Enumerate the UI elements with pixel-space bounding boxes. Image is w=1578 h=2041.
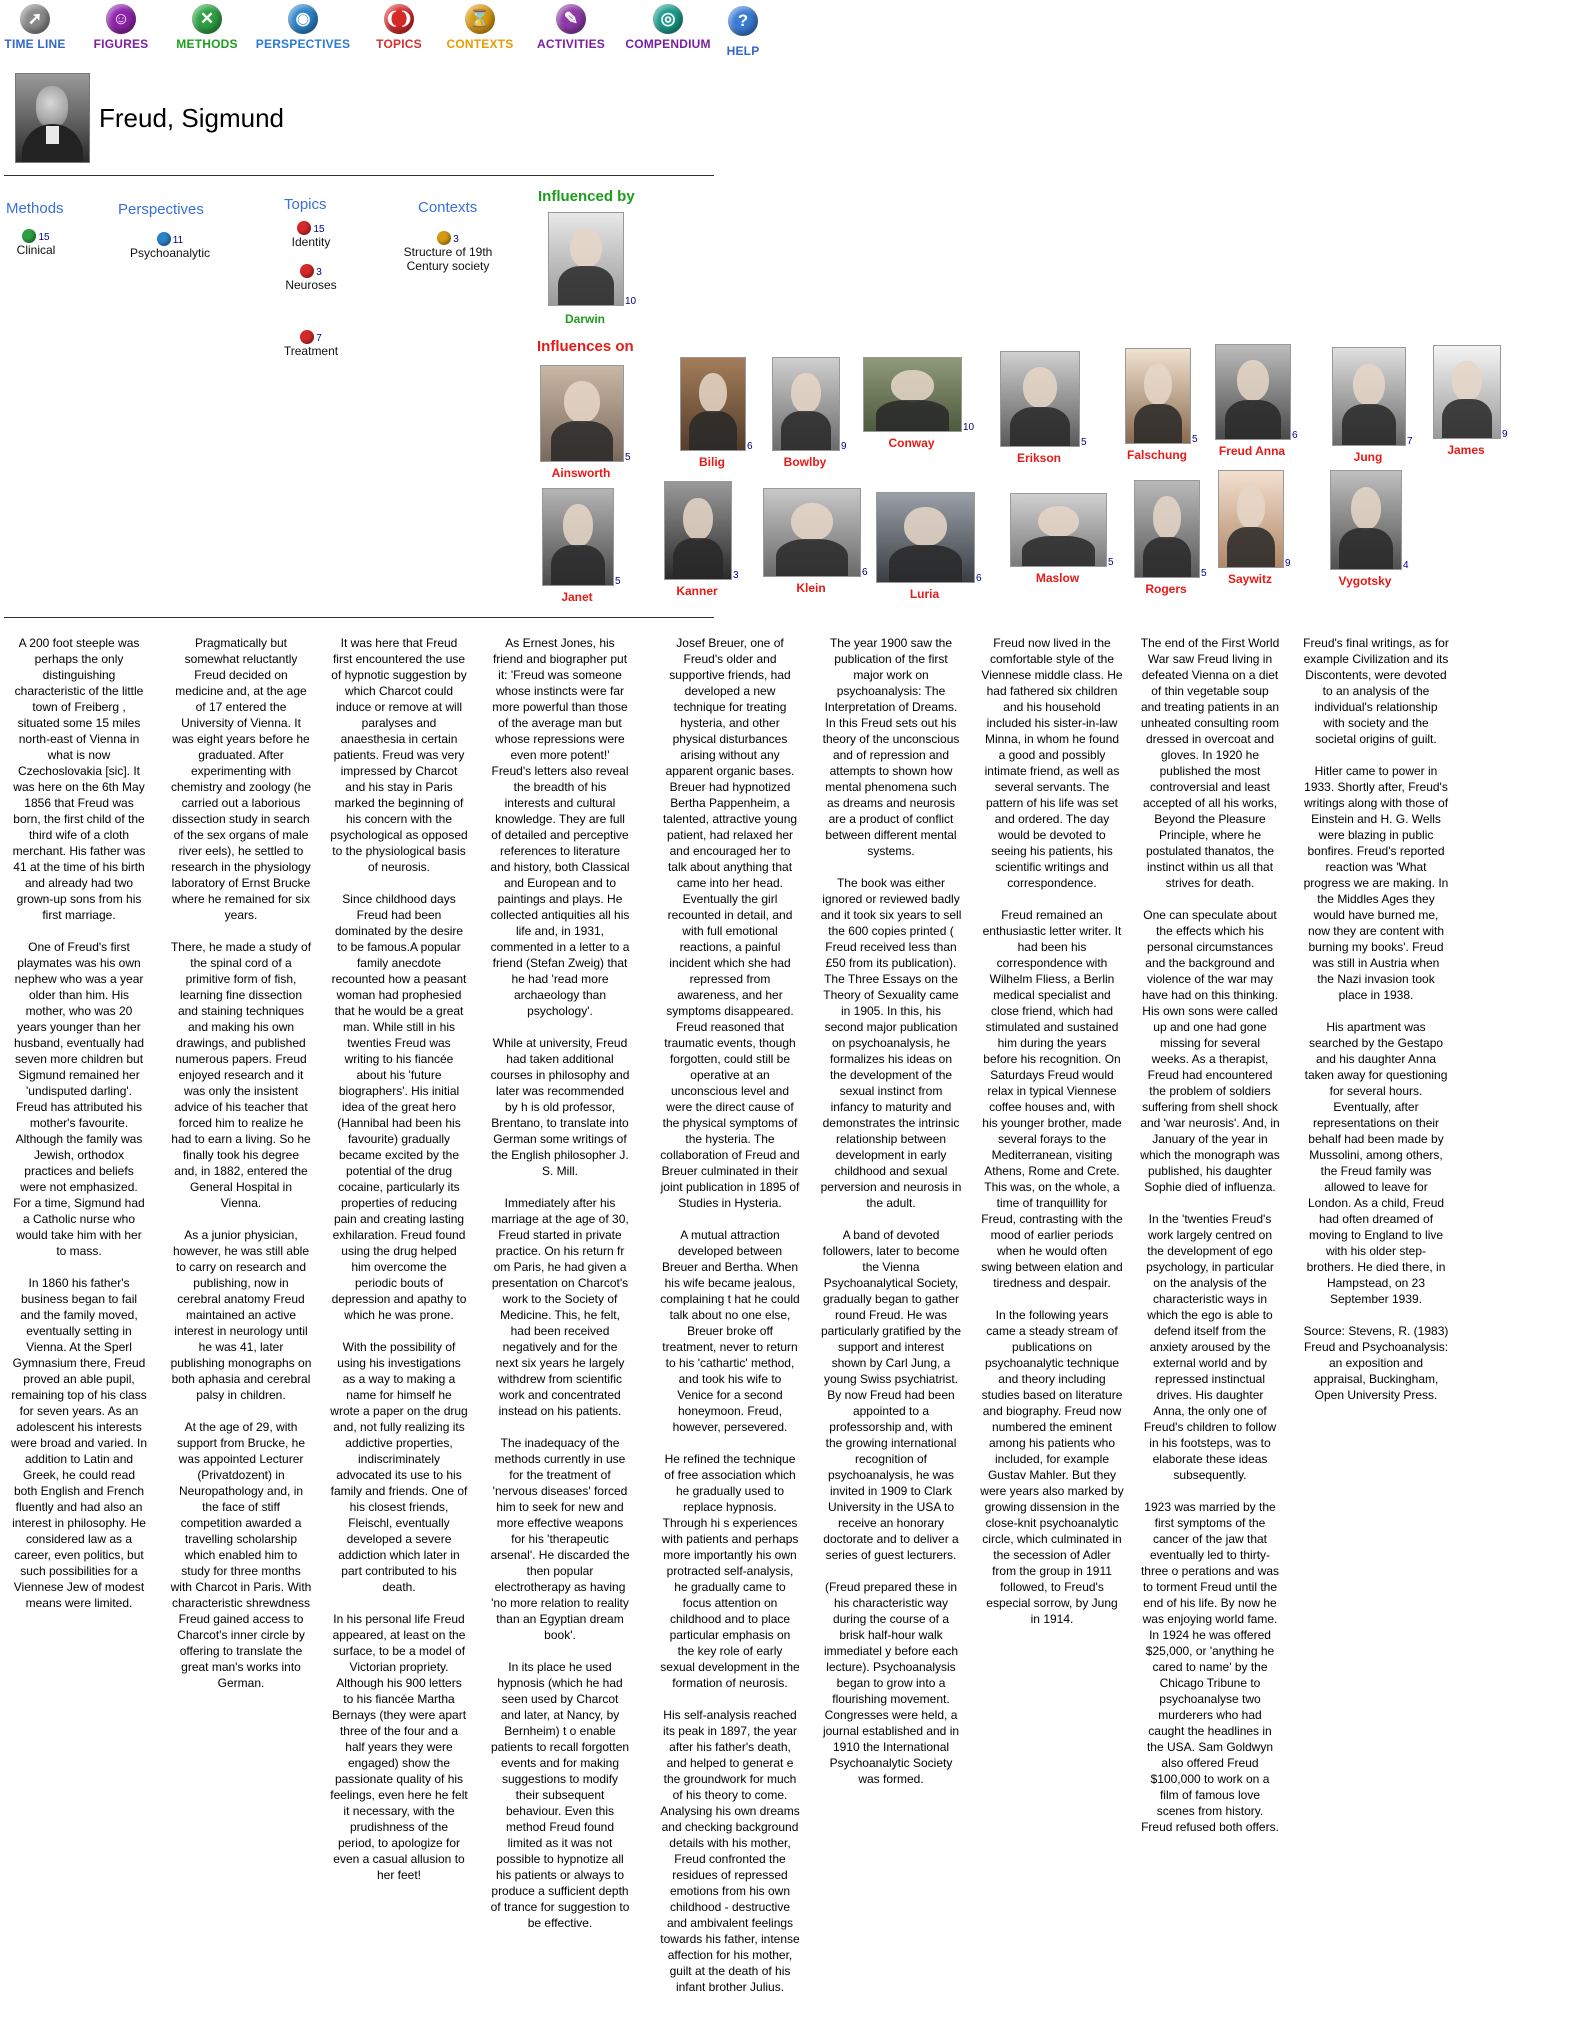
figure-freud-anna[interactable] [1215, 344, 1298, 468]
figure-janet[interactable] [542, 488, 621, 614]
contexts-icon: ⌛ [465, 4, 495, 34]
nav-label[interactable]: COMPENDIUM [625, 37, 711, 51]
figure-count: 5 [1192, 434, 1198, 445]
paragraph: Immediately after his marriage at the age of 30, Freud started in private practice. On his return fr om Paris, he had given a presentation on Charcot's work to the Society of Medicine. This, he felt, had been received negatively and for the next six years he largely withdrew from scientific work and concentrated instead on his patients. [491, 1196, 629, 1418]
figure-rogers[interactable] [1134, 480, 1207, 606]
figure-name[interactable]: Ainsworth [551, 466, 611, 480]
figure-count: 10 [963, 422, 975, 433]
paragraph: As Ernest Jones, his friend and biographer put it: 'Freud was someone whose instincts were far more powerful than those of the average man but whose repressions were even more potent!' Freud's letters also reveal the breadth of his interests and cultural knowledge. They are full of detailed and perceptive references to literature and history, both Classical and European and to paintings and plays. He collected antiquities all his life and, in 1931, commented in a letter to a friend (Stefan Zweig) that he had 'read more archaeology than psychology'. [490, 636, 630, 1018]
figure-name[interactable]: Saywitz [1227, 572, 1272, 586]
figure-name[interactable]: Falschung [1126, 448, 1187, 462]
paragraph: One of Freud's first playmates was his own nephew who was a year older than him. His mother, who was 20 years younger than her husband, eventually had seven more children but Sigmund remained her 'undisputed darling'. Freud has attributed his mother's favourite. Although the family was Jewish, orthodox practices and beliefs were not emphasized. For a time, Sigmund had a Catholic nurse who would take him with her to mass. [13, 940, 145, 1258]
paragraph: The book was either ignored or reviewed badly and it took six years to sell the 600 copies printed ( Freud received less than £50 from its publication). The Three Essays on the Theory of Sexuality came in 1905. In this, his second major publication on psychoanalysis, he formalizes his ideas on the development of the sexual instinct from infancy to maturity and demonstrates the intrinsic relationship between development in early childhood and sexual perversion and neurosis in the adult. [820, 876, 962, 1210]
figure-photo[interactable] [542, 488, 614, 586]
figure-photo[interactable] [863, 357, 962, 432]
figure-photo[interactable] [1215, 344, 1291, 440]
figure-photo[interactable] [1433, 345, 1501, 439]
paragraph: In his personal life Freud appeared, at least on the surface, to be a model of Victorian propriety. Although his 900 letters to his fiancée Martha Bernays (they were apart three of the four and a half years they were engaged) show the passionate quality of his feelings, even here he felt it necessary, with the prudishness of the period, to apologize for even a casual allusion to her feet! [330, 1612, 468, 1882]
figure-name[interactable]: Darwin [564, 312, 605, 326]
figure-photo[interactable] [1332, 347, 1406, 446]
figure-photo[interactable] [763, 488, 861, 577]
figure-photo[interactable] [1125, 348, 1191, 444]
figure-photo[interactable] [1134, 480, 1200, 578]
paragraph: The end of the First World War saw Freud living in defeated Vienna on a diet of thin vegetable soup and treating patients in an unheated consulting room dressed in overcoat and gloves. In 1920 he published the most controversial and least accepted of all his works, Beyond the Pleasure Principle, where he postulated thanatos, the instinct within us all that strives for death. [1140, 636, 1280, 890]
content-divider [4, 617, 714, 618]
methods-heading[interactable]: Methods [6, 200, 64, 217]
topic-entry-identity[interactable]: 15 Identity [272, 220, 350, 249]
figure-count: 9 [841, 441, 847, 452]
method-label[interactable]: Clinical [16, 242, 56, 257]
figure-photo[interactable] [664, 481, 732, 580]
paragraph: Freud now lived in the comfortable style of the Viennese middle class. He had fathered six children and his household included his sister-in-law Minna, in whom he found a good and possibly intimate friend, as well as several servants. The pattern of his life was set and ordered. The day would be devoted to seeing his patients, his scientific writings and correspondence. [981, 636, 1123, 890]
figure-vygotsky[interactable] [1330, 470, 1409, 598]
text-column-9 [1303, 635, 1449, 1419]
figure-photo[interactable] [680, 357, 746, 451]
methods-icon [22, 229, 36, 243]
paragraph: In 1860 his father's business began to fail and the family moved, eventually setting in Vienna. At the Sperl Gymnasium there, Freud proved an able pupil, remaining top of his class for seven years. As an adolescent his interests were broad and varied. In addition to Latin and Greek, he could read both English and French fluently and had also an interest in philosophy. He considered law as a career, even politics, but such possibilities for a Viennese Jew of modest means were limited. [10, 1276, 148, 1610]
paragraph: At the age of 29, with support from Brucke, he was appointed Lecturer (Privatdozent) in Neuropathology and, in the face of stiff competition awarded a travelling scholarship which enabled him to study for three months with Charcot in Paris. With characteristic shrewdness Freud gained access to Charcot's inner circle by offering to translate the great man's works into German. [170, 1420, 312, 1690]
paragraph: A 200 foot steeple was perhaps the only distinguishing characteristic of the little town of Freiberg , situated some 15 miles north-east of Vienna in what is now Czechoslovakia [sic]. It was here on the 6th May 1856 that Freud was born, the first child of the third wife of a cloth merchant. His father was 41 at the time of his birth and already had two grown-up sons from his first marriage. [12, 636, 146, 922]
paragraph: 1923 was married by the first symptoms of the cancer of the jaw that eventually led to thirty-three o perations and was to torment Freud until the end of his life. By now he was enjoying world fame. In 1924 he was offered $25,000, or 'anything he cared to name' by the Chicago Tribune to psychoanalyse two murderers who had caught the headlines in the USA. Sam Goldwyn also offered Freud $100,000 to work on a film of famous love scenes from history. Freud refused both offers. [1140, 1500, 1280, 1834]
context-label[interactable]: Structure of 19th Century society [403, 244, 493, 273]
paragraph: A mutual attraction developed between Breuer and Bertha. When his wife became jealous, complaining t hat he could talk about no one else, Breuer broke off treatment, never to return to his 'cathartic' method, and took his wife to Venice for a second honeymoon. Freud, however, persevered. [660, 1228, 800, 1434]
header-divider [4, 175, 714, 176]
contexts-entry[interactable]: 3 Structure of 19th Century society [400, 230, 496, 273]
figure-name[interactable]: Klein [796, 581, 826, 595]
topic-label[interactable]: Neuroses [285, 277, 337, 292]
figure-photo[interactable] [540, 365, 624, 462]
activities-icon: ✎ [556, 4, 586, 34]
text-column-6 [820, 635, 962, 1803]
nav-help[interactable] [688, 0, 798, 58]
paragraph: Source: Stevens, R. (1983) Freud and Psychoanalysis: an exposition and appraisal, Buckingham, Open University Press. [1303, 1324, 1449, 1402]
perspectives-heading[interactable]: Perspectives [118, 201, 204, 218]
perspectives-icon: ◉ [288, 4, 318, 34]
paragraph: A band of devoted followers, later to become the Vienna Psychoanalytical Society, gradually began to gather round Freud. He was particularly gratified by the support and interest shown by Carl Jung, a young Swiss psychiatrist. By now Freud had been appointed to a professorship and, with the growing international recognition of psychoanalysis, he was invited in 1909 to Clark University in the USA to receive an honorary doctorate and to deliver a series of guest lecturers. [820, 1228, 962, 1562]
figure-maslow[interactable] [1010, 493, 1114, 595]
topic-entry-neuroses[interactable]: 3 Neuroses [272, 263, 350, 292]
paragraph: One can speculate about the effects which his personal circumstances and the background and violence of the war may have had on this thinking. His own sons were called up and one had gone missing for several weeks. As a therapist, Freud had encountered the problem of soldiers suffering from shell shock and 'war neurosis'. And, in January of the year in which the monograph was published, his daughter Sophie died of influenza. [1140, 908, 1280, 1194]
figure-name[interactable]: Vygotsky [1338, 574, 1392, 588]
paragraph: In the following years came a steady stream of publications on psychoanalytic technique and theory including studies based on literature and biography. Freud now numbered the eminent among his patients who included, for example Gustav Mahler. But they were years also marked by growing dissension in the close-knit psychoanalytic circle, which culminated in the secession of Adler from the group in 1911 followed, to Freud's especial sorrow, by Jung in 1914. [980, 1308, 1124, 1626]
topics-icon [300, 330, 314, 344]
paragraph: As a junior physician, however, he was still able to carry on research and publishing, now in cerebral anatomy Freud maintained an active interest in neurology until he was 41, later publishing monographs on both aphasia and cerebral palsy in children. [170, 1228, 312, 1402]
figure-james[interactable] [1433, 345, 1508, 467]
nav-label[interactable]: TIME LINE [4, 37, 66, 51]
figure-name[interactable]: Bilig [699, 455, 725, 469]
figure-jung[interactable] [1332, 347, 1413, 474]
topic-label[interactable]: Treatment [283, 343, 339, 358]
nav-label[interactable]: HELP [726, 44, 760, 58]
paragraph: While at university, Freud had taken additional courses in philosophy and later was recommended by h is old professor, Brentano, to translate into German some writings of the English philosopher J. S. Mill. [490, 1036, 630, 1178]
perspectives-icon [157, 232, 171, 246]
figure-name[interactable]: Kanner [676, 584, 718, 598]
paragraph: It was here that Freud first encountered the use of hypnotic suggestion by which Charcot could induce or remove at will paralyses and anaesthesia in certain patients. Freud was very impressed by Charcot and his stay in Paris marked the beginning of his concern with the psychological as opposed to the physiological basis of neurosis. [330, 636, 468, 874]
nav-label[interactable]: PERSPECTIVES [255, 37, 351, 51]
figure-count: 6 [976, 573, 982, 584]
figure-klein[interactable] [763, 488, 868, 605]
nav-activities[interactable] [516, 0, 626, 51]
figure-name[interactable]: Maslow [1035, 571, 1080, 585]
text-column-4 [490, 635, 630, 1947]
figure-bilig[interactable] [680, 357, 753, 479]
figure-count: 5 [1201, 568, 1207, 579]
figure-falschung[interactable] [1125, 348, 1198, 472]
paragraph: The inadequacy of the methods currently in use for the treatment of 'nervous diseases' forced him to seek for new and more effective weapons for his 'therapeutic arsenal'. He discarded the then popular electrotherapy as having 'no more relation to reality than an Egyptian dream book'. [490, 1436, 630, 1642]
topic-entry-treatment[interactable]: 7 Treatment [272, 329, 350, 358]
nav-label[interactable]: FIGURES [93, 37, 149, 51]
figure-photo[interactable] [1000, 351, 1080, 447]
text-column-5 [660, 635, 800, 2011]
paragraph: Pragmatically but somewhat reluctantly Freud decided on medicine and, at the age of 17 entered the University of Vienna. It was eight years before he graduated. After experimenting with chemistry and zoology (he carried out a laborious dissection study in search of the sex organs of male river eels), he settled to research in the physiology laboratory of Ernst Brucke where he remained for six years. [170, 636, 312, 922]
figure-photo[interactable] [1010, 493, 1107, 567]
figure-saywitz[interactable] [1218, 470, 1291, 596]
figure-name[interactable]: Rogers [1145, 582, 1187, 596]
figure-count: 9 [1502, 429, 1508, 440]
paragraph: With the possibility of using his investigations as a way to making a name for himself he wrote a paper on the drug and, not fully realizing its addictive properties, indiscriminately advocated its use to his family and friends. One of his closest friends, Fleischl, eventually developed a severe addiction which later in part contributed to his death. [330, 1340, 468, 1594]
figure-conway[interactable] [863, 357, 975, 460]
figure-name[interactable]: Erikson [1016, 451, 1061, 465]
nav-label[interactable]: TOPICS [376, 37, 422, 51]
topics-icon: ❨❩ [384, 4, 414, 34]
paragraph: He refined the technique of free association which he gradually used to replace hypnosis. Through hi s experiences with patients and perhaps more importantly his own protracted self-analysis, he gradually came to focus attention on childhood and to place particular emphasis on the key role of early sexual development in the formation of neurosis. [660, 1452, 800, 1690]
paragraph: Since childhood days Freud had been dominated by the desire to be famous.A popular family anecdote recounted how a peasant woman had prophesied that he would be a great man. While still in his twenties Freud was writing to his fiancée about his 'future biographers'. His initial idea of the great hero (Hannibal had been his favourite) gradually became excited by the potential of the drug cocaine, particularly its properties of reducing pain and creating lasting exhilaration. Freud found using the drug helped him overcome the periodic bouts of depression and apathy to which he was prone. [331, 892, 467, 1322]
methods-entry[interactable]: 15 Clinical [8, 228, 64, 257]
text-column-3 [330, 635, 468, 1899]
figure-photo[interactable] [876, 492, 975, 583]
paragraph: In the 'twenties Freud's work largely centred on the development of ego psychology, in particular on the analysis of the characteristic ways in which the ego is able to defend itself from the anxiety aroused by the external world and by repressed instinctual drives. His daughter Anna, the only one of Freud's children to follow in his footsteps, was to elaborate these ideas subsequently. [1143, 1212, 1277, 1482]
influences-on-heading: Influences on [537, 338, 634, 355]
paragraph: (Freud prepared these in his characteristic way during the course of a brisk half-hour walk immediatel y before each lecture). Psychoanalysis began to grow into a flourishing movement. Congresses were held, a journal established and in 1910 the International Psychoanalytic Society was formed. [822, 1580, 960, 1786]
nav-methods[interactable] [152, 0, 262, 51]
figure-name[interactable]: Bowlby [783, 455, 827, 469]
figure-count: 6 [1292, 430, 1298, 441]
figures-icon: ☺ [106, 4, 136, 34]
topics-icon [300, 264, 314, 278]
timeline-icon: ➚ [20, 4, 50, 34]
freud-portrait [15, 73, 90, 163]
figure-count: 7 [1407, 436, 1413, 447]
figure-count: 5 [615, 576, 621, 587]
text-column-1 [10, 635, 148, 1627]
topics-heading[interactable]: Topics [284, 196, 327, 213]
figure-count: 4 [1403, 560, 1409, 571]
contexts-heading[interactable]: Contexts [418, 199, 478, 216]
nav-perspectives[interactable] [248, 0, 358, 51]
nav-label[interactable]: METHODS [176, 37, 238, 51]
figure-count: 5 [1081, 437, 1087, 448]
figure-ainsworth[interactable] [540, 365, 631, 490]
figure-name[interactable]: Jung [1353, 450, 1383, 464]
figure-photo[interactable] [548, 212, 624, 306]
text-column-8 [1140, 635, 1280, 1851]
figure-name[interactable]: Freud Anna [1218, 444, 1286, 458]
figure-count: 9 [1285, 558, 1291, 569]
perspectives-entry[interactable]: 11 Psychoanalytic [120, 231, 220, 260]
methods-icon: ✕ [192, 4, 222, 34]
figure-darwin[interactable] [548, 212, 637, 334]
paragraph: The year 1900 saw the publication of the first major work on psychoanalysis: The Interpretation of Dreams. In this Freud sets out his theory of the unconscious and of repression and attempts to shown how mental phenomena such as dreams and neurosis are a product of conflict between different mental systems. [822, 636, 960, 858]
figure-count: 6 [747, 441, 753, 452]
nav-label[interactable]: ACTIVITIES [536, 37, 605, 51]
figure-name[interactable]: Luria [909, 587, 940, 601]
figure-photo[interactable] [772, 357, 840, 451]
figure-luria[interactable] [876, 492, 982, 611]
text-column-2 [170, 635, 312, 1707]
paragraph: His self-analysis reached its peak in 1897, the year after his father's death, and helped to generat e the groundwork for much of his theory to come. Analysing his own dreams and checking background details with his mother, Freud confronted the residues of repressed emotions from his own childhood - destructive and ambivalent feelings towards his father, intense affection for his mother, guilt at the death of his infant brother Julius. [660, 1708, 800, 1994]
paragraph: There, he made a study of the spinal cord of a primitive form of fish, learning fine dissection and staining techniques and making his own drawings, and published numerous papers. Freud enjoyed research and it was only the insistent advice of his teacher that forced him to realize he had to earn a living. So he finally took his degree and, in 1882, entered the General Hospital in Vienna. [170, 940, 312, 1210]
figure-count: 6 [862, 567, 868, 578]
figure-name[interactable]: James [1447, 443, 1485, 457]
figure-kanner[interactable] [664, 481, 739, 608]
figure-erikson[interactable] [1000, 351, 1087, 475]
topic-label[interactable]: Identity [291, 234, 331, 249]
paragraph: Freud's final writings, as for example Civilization and its Discontents, were devoted to an analysis of the individual's relationship with society and the societal origins of guilt. [1303, 636, 1449, 746]
topics-icon [297, 221, 311, 235]
perspective-label[interactable]: Psychoanalytic [129, 245, 211, 260]
text-column-7 [980, 635, 1124, 1643]
figure-name[interactable]: Conway [888, 436, 935, 450]
help-icon: ? [728, 6, 758, 36]
figure-count: 3 [733, 570, 739, 581]
figure-name[interactable]: Janet [561, 590, 593, 604]
paragraph: Josef Breuer, one of Freud's older and supportive friends, had developed a new technique for treating hysteria, and other physical disturbances arising without any apparent organic bases. Breuer had hypnotized Bertha Pappenheim, a talented, attractive young patient, had relaxed her and encouraged her to talk about anything that came into her head. Eventually the girl recounted in detail, and with full emotional reactions, a painful incident which she had repressed from awareness, and her symptoms disappeared. Freud reasoned that traumatic events, though forgotten, could still be operative at an unconscious level and were the direct cause of the physical symptoms of the hysteria. The collaboration of Freud and Breuer culminated in their joint publication in 1895 of Studies in Hysteria. [660, 636, 800, 1210]
paragraph: In its place he used hypnosis (which he had seen used by Charcot and later, at Nancy, by Bernheim) t o enable patients to recall forgotten events and for making suggestions to modify their subsequent behaviour. Even this method Freud found limited as it was not possible to hypnotize all his patients or always to produce a sufficient depth of trance for suggestion to be effective. [490, 1660, 630, 1930]
paragraph: His apartment was searched by the Gestapo and his daughter Anna taken away for questioning for several hours. Eventually, after representations on their behalf had been made by Mussolini, among others, the Freud family was allowed to leave for London. As a child, Freud had often dreamed of moving to England to live with his older step-brothers. He died there, in Hampstead, on 23 September 1939. [1304, 1020, 1448, 1306]
compendium-icon: ◎ [653, 4, 683, 34]
figure-count: 5 [625, 452, 631, 463]
figure-count: 5 [1108, 557, 1114, 568]
contexts-icon [437, 231, 451, 245]
page-title: Freud, Sigmund [99, 103, 284, 133]
figure-photo[interactable] [1218, 470, 1284, 568]
paragraph: Freud remained an enthusiastic letter writer. It had been his correspondence with Wilhelm Fliess, a Berlin medical specialist and close friend, which had stimulated and sustained him during the years before his recognition. On Saturdays Freud would relax in typical Viennese coffee houses and, with his younger brother, made several forays to the Mediterranean, visiting Athens, Rome and Crete. This was, on the whole, a time of tranquillity for Freud, contrasting with the mood of earlier periods when he would often swing between elation and tiredness and despair. [981, 908, 1123, 1290]
figure-count: 10 [625, 296, 637, 307]
figure-bowlby[interactable] [772, 357, 847, 479]
paragraph: Hitler came to power in 1933. Shortly after, Freud's writings along with those of Einstein and H. G. Wells were blazing in public bonfires. Freud's reported reaction was 'What progress we are making. In the Middles Ages they would have burned me, now they are content with burning my books'. Freud was still in Austria when the Nazi invasion took place in 1938. [1303, 764, 1449, 1002]
figure-photo[interactable] [1330, 470, 1402, 570]
influenced-by-heading: Influenced by [538, 188, 635, 205]
nav-label[interactable]: CONTEXTS [446, 37, 514, 51]
